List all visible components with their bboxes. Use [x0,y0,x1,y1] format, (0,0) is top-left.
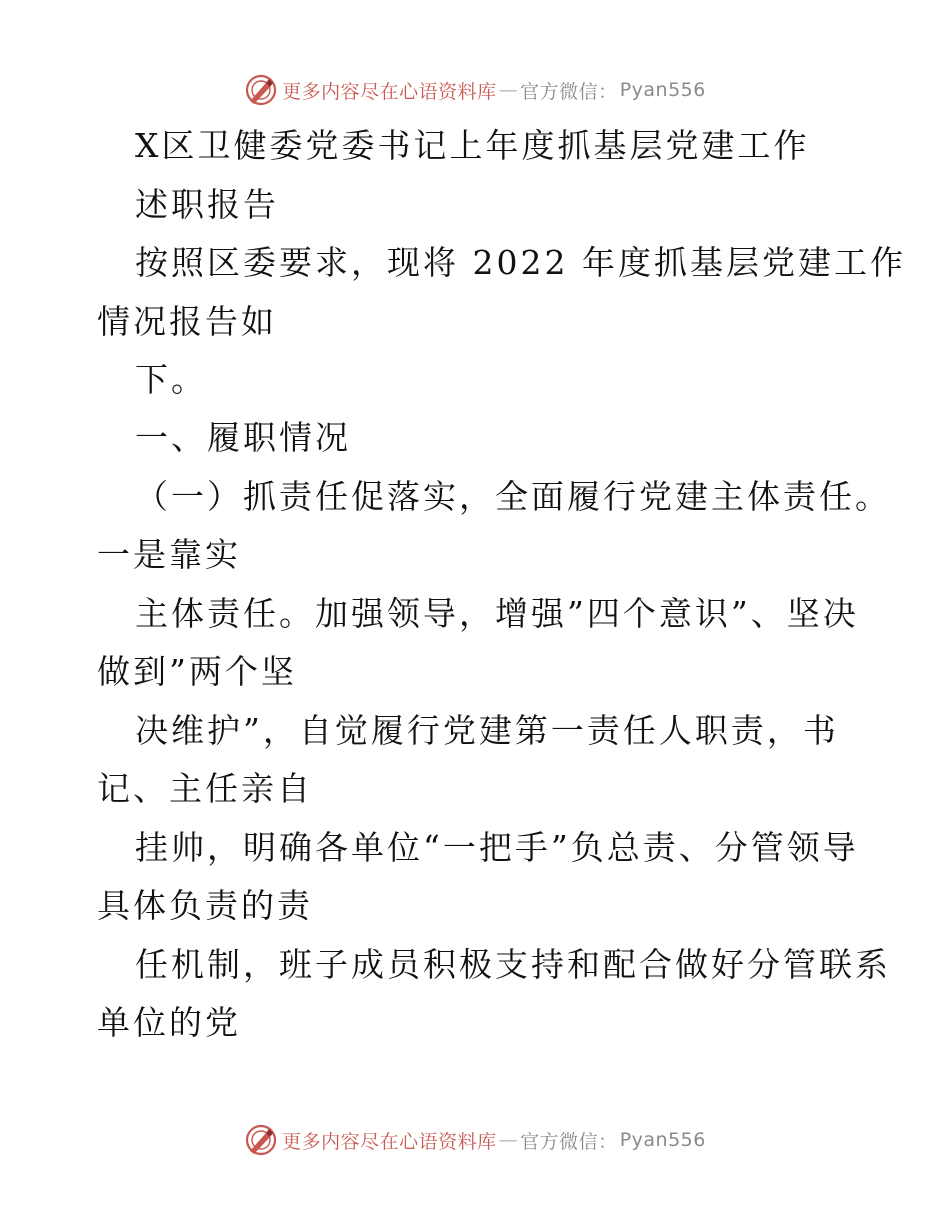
watermark-sub-text: 官方微信： [520,80,618,103]
subsection-heading: （一）抓责任促落实，全面履行党建主体责任。 [135,477,891,516]
paragraph-line: 做到”两个坚 [97,652,297,691]
watermark-dash: — [498,79,519,101]
footer-watermark [0,1120,950,1160]
watermark-main-text: 更多内容尽在心语资料库 [282,80,497,103]
document-title-line-2: 述职报告 [135,185,279,224]
document-title-line-1: X区卫健委党委书记上年度抓基层党建工作 [135,126,810,165]
section-heading: 一、履职情况 [135,418,351,457]
watermark-main-text: 更多内容尽在心语资料库 [282,1130,497,1153]
watermark-sub-text: 官方微信： [520,1130,618,1153]
watermark-wechat-id: Pyan556 [619,79,706,101]
paragraph-line: 决维护”，自觉履行党建第一责任人职责，书 [135,711,839,750]
paragraph-line: 情况报告如 [97,302,277,341]
paragraph-line: 单位的党 [97,1003,241,1042]
paragraph-line: 主体责任。加强领导，增强”四个意识”、坚决 [135,594,859,633]
pen-logo-icon [244,1123,278,1157]
watermark-dash: — [498,1129,519,1151]
paragraph-line: 挂帅，明确各单位“一把手”负总责、分管领导 [135,828,859,867]
paragraph-line: 记、主任亲自 [97,769,313,808]
paragraph-line: 下。 [135,360,207,399]
paragraph-line: 一是靠实 [97,535,241,574]
pen-logo-icon [244,73,278,107]
watermark-wechat-id: Pyan556 [619,1129,706,1151]
paragraph-line: 按照区委要求，现将 2022 年度抓基层党建工作 [135,243,906,282]
paragraph-line: 任机制，班子成员积极支持和配合做好分管联系 [135,945,891,984]
paragraph-line: 具体负责的责 [97,886,313,925]
header-watermark [0,70,950,110]
